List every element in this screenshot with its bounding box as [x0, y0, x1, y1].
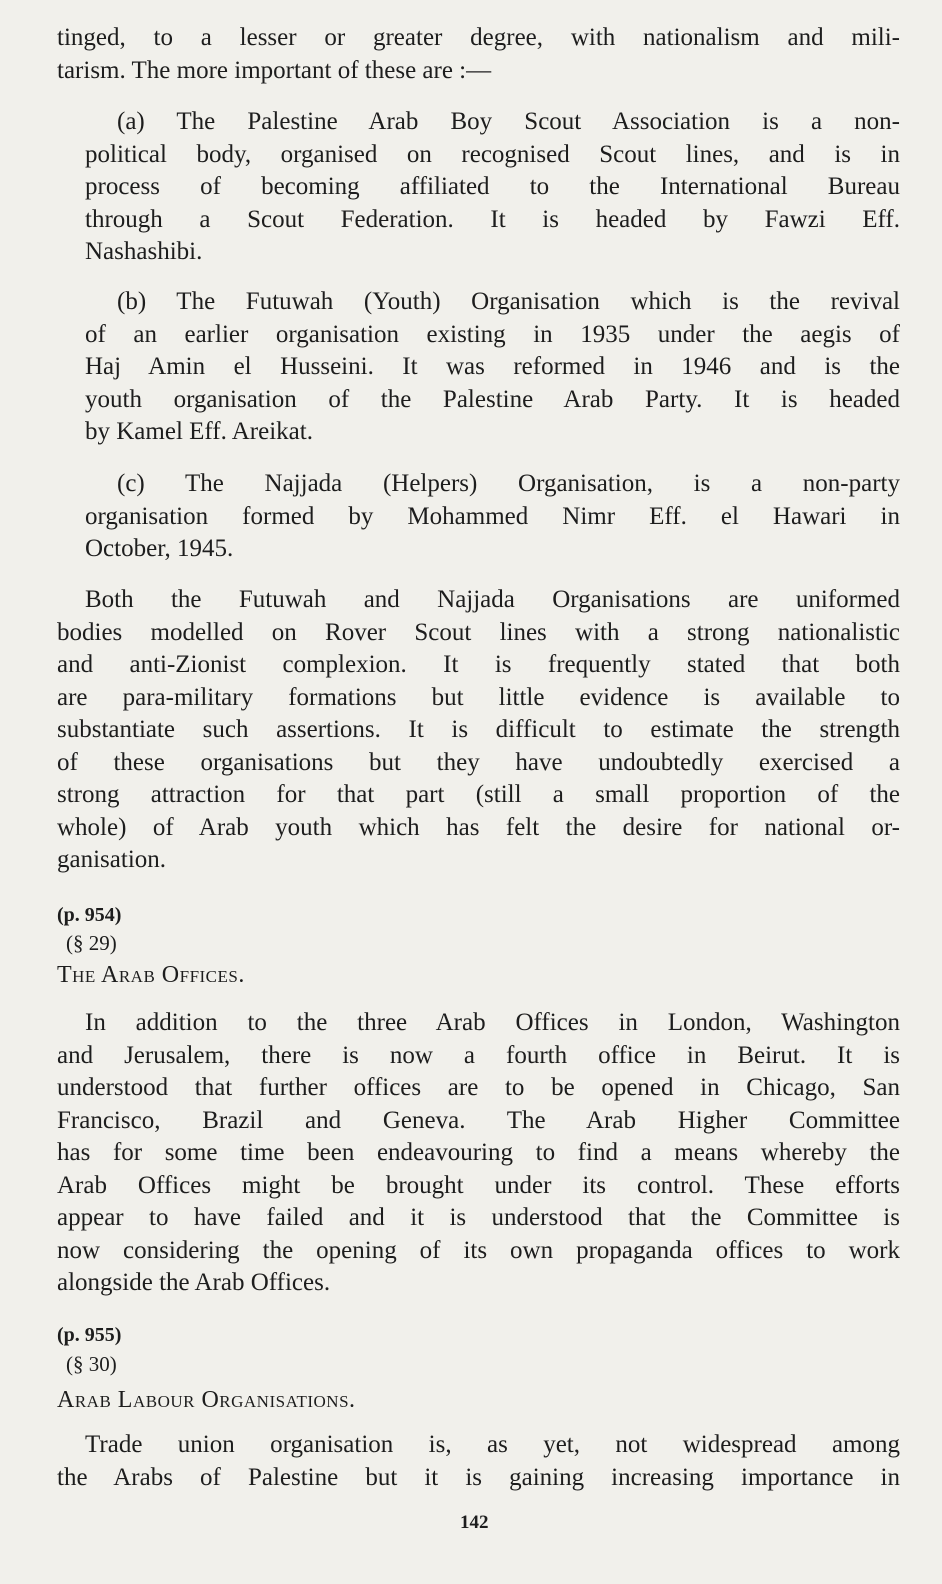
text-line: Both the Futuwah and Najjada Organisations are uniformed — [85, 586, 900, 613]
section-heading: Arab Labour Organisations. — [57, 1387, 356, 1413]
text-line: and Jerusalem, there is now a fourth office in Beirut. It is — [57, 1041, 900, 1069]
text-line: youth organisation of the Palestine Arab Party. It is headed — [85, 385, 900, 413]
paragraph-offices — [57, 1007, 900, 1300]
text-line: Haj Amin el Husseini. It was reformed in 1946 and is the — [85, 353, 900, 380]
text-line: tarism. The more important of these are :— — [57, 56, 492, 84]
text-line: organisation formed by Mohammed Nimr Eff. el Hawari in — [85, 502, 900, 530]
text-line: of an earlier organisation existing in 1935 under the aegis of — [85, 320, 900, 348]
text-line: (a) The Palestine Arab Boy Scout Association is a non- — [117, 108, 900, 135]
text-line: the Arabs of Palestine but it is gaining increasing importance in — [57, 1463, 900, 1491]
text-line: substantiate such assertions. It is difficult to estimate the strength — [57, 716, 900, 743]
text-line: has for some time been endeavouring to find a means whereby the — [57, 1139, 900, 1166]
page-number: 142 — [460, 1512, 489, 1533]
text-line: ganisation. — [57, 846, 167, 873]
text-line: Arab Offices might be brought under its control. These efforts — [57, 1171, 900, 1199]
text-line: Nashashibi. — [85, 238, 203, 265]
text-line: of these organisations but they have undoubtedly exercised a — [57, 748, 900, 776]
text-line: now considering the opening of its own propaganda offices to work — [57, 1236, 900, 1264]
text-line: strong attraction for that part (still a small proportion of the — [57, 781, 900, 808]
text-line: are para-military formations but little evidence is available to — [57, 683, 900, 711]
paragraph-item-a — [85, 106, 900, 269]
text-line: alongside the Arab Offices. — [57, 1269, 331, 1296]
text-line: through a Scout Federation. It is headed by Fawzi Eff. — [85, 205, 900, 233]
paragraph-item-c — [85, 468, 900, 566]
text-line: October, 1945. — [85, 535, 234, 562]
paragraph-labour — [57, 1429, 900, 1494]
text-line: whole) of Arab youth which has felt the desire for national or- — [57, 813, 900, 841]
text-line: Francisco, Brazil and Geneva. The Arab Higher Committee — [57, 1106, 900, 1134]
text-line: (b) The Futuwah (Youth) Organisation which is the revival — [117, 288, 900, 315]
text-line: by Kamel Eff. Areikat. — [85, 418, 313, 445]
section-reference: (§ 30) — [66, 1352, 117, 1376]
text-line: (c) The Najjada (Helpers) Organisation, is a non-party — [117, 470, 900, 497]
text-line: appear to have failed and it is understood that the Committee is — [57, 1204, 900, 1231]
text-line: In addition to the three Arab Offices in London, Washington — [85, 1009, 900, 1036]
paragraph-both — [57, 584, 900, 877]
text-line: and anti-Zionist complexion. It is frequently stated that both — [57, 651, 900, 678]
paragraph-item-b — [85, 286, 900, 449]
text-line: political body, organised on recognised Scout lines, and is in — [85, 140, 900, 168]
text-line: tinged, to a lesser or greater degree, with nationalism and mili- — [57, 24, 900, 51]
text-line: bodies modelled on Rover Scout lines with a strong nationalistic — [57, 618, 900, 646]
text-line: process of becoming affiliated to the International Bureau — [85, 173, 900, 200]
text-line: Trade union organisation is, as yet, not widespread among — [85, 1431, 900, 1458]
section-reference: (§ 29) — [66, 931, 117, 955]
page-reference: (p. 954) — [57, 904, 122, 926]
page-reference: (p. 955) — [57, 1324, 122, 1346]
text-line: understood that further offices are to be opened in Chicago, San — [57, 1074, 900, 1101]
section-heading: The Arab Offices. — [57, 962, 245, 988]
paragraph-intro — [57, 22, 900, 87]
